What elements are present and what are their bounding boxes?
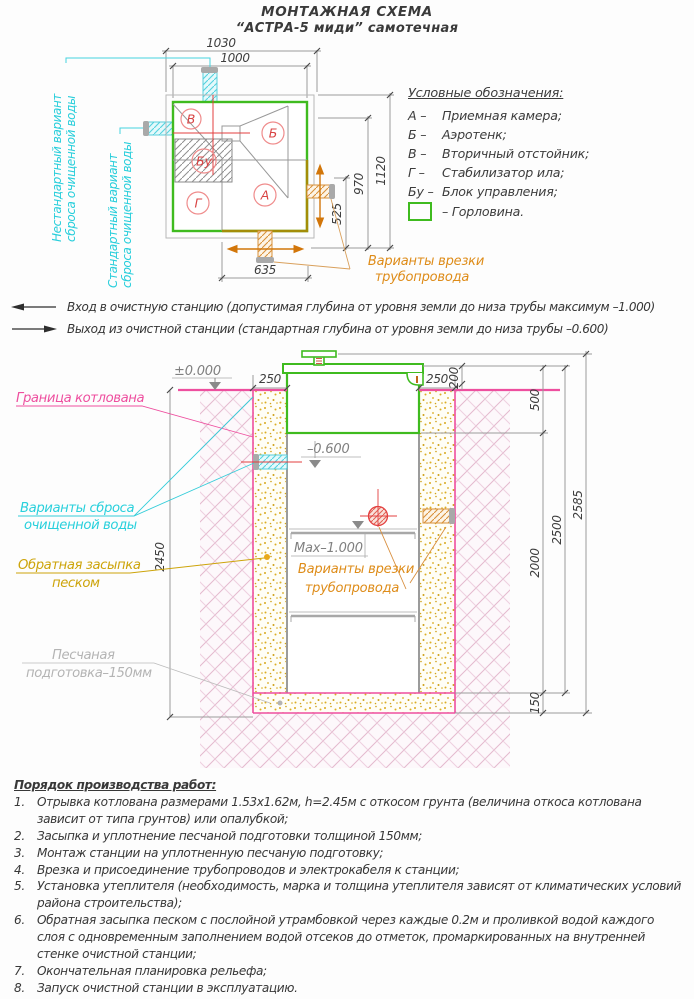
- dim-sect-250-right: 250: [425, 372, 449, 386]
- work-item-3: [14, 845, 682, 862]
- item-number: 1.: [14, 794, 25, 809]
- bed-marker-dot: [278, 701, 283, 706]
- drawing-subtitle: “АСТРА-5 миди” самотечная: [235, 21, 459, 36]
- sand-bed-label-line2: подготовка–150мм: [26, 666, 152, 681]
- work-list-title: Порядок производства работ:: [14, 778, 217, 792]
- legend-key: Г –: [408, 165, 425, 180]
- legend-text: Стабилизатор ила;: [442, 165, 565, 180]
- item-number: 2.: [14, 828, 25, 843]
- level-outlet-text: –0.600: [307, 442, 350, 457]
- legend-key: Б –: [408, 127, 427, 142]
- backfill-label-line2: песком: [52, 576, 100, 591]
- label-nonstandard-outlet-line2: сброса очищенной воды: [64, 95, 78, 242]
- legend-text: – Горловина.: [442, 204, 524, 219]
- inlet-pipe-right: [307, 184, 335, 199]
- work-item-1: [14, 794, 682, 828]
- item-text: Окончательная планировка рельефа;: [37, 963, 267, 978]
- label-standard-outlet-line1: Стандартный вариант: [106, 153, 120, 288]
- dim-plan-1120: 1120: [374, 156, 388, 186]
- work-item-6: [14, 912, 682, 963]
- inlet-note-text: Вход в очистную станцию (допустимая глубина от уровня земли до низа трубы максимум –1.000): [67, 300, 655, 314]
- item-text: Засыпка и уплотнение песчаной подготовки толщиной 150мм;: [37, 828, 422, 843]
- legend-item-aerotank: [408, 125, 688, 144]
- legend-item-control: [408, 182, 688, 201]
- item-number: 3.: [14, 845, 25, 860]
- dim-sect-2450: 2450: [153, 542, 167, 572]
- item-number: 5.: [14, 879, 25, 894]
- label-nonstandard-outlet-line1: Нестандартный вариант: [50, 93, 64, 242]
- item-number: 4.: [14, 862, 25, 877]
- section-pipe-note-line2: трубопровода: [304, 581, 400, 596]
- legend-text: Вторичный отстойник;: [442, 146, 590, 161]
- dim-plan-1000: 1000: [220, 51, 250, 65]
- tank-lid: [283, 364, 423, 373]
- discharge-label-line1: Варианты сброса: [20, 501, 135, 516]
- item-text: Обратная засыпка песком с послойной утрамбовкой через каждые 0.2м и проливкой водой каждого слоя с одновременным заполнением водой отсеков до отметок, промаркированных на внутренней стенке очистной станции;: [37, 913, 655, 962]
- legend-item-clarifier: [408, 144, 688, 163]
- label-standard-outlet-line2: сброса очищенной воды: [120, 141, 134, 288]
- level-zero: [172, 364, 232, 390]
- legend-item-stabilizer: [408, 163, 688, 182]
- work-item-2: [14, 828, 682, 845]
- dim-sect-2500: 2500: [550, 515, 564, 545]
- dim-sect-2000: 2000: [528, 548, 542, 578]
- item-text: Монтаж станции на уплотненную песчаную подготовку;: [37, 845, 384, 860]
- neck-symbol: [408, 202, 432, 221]
- drawing-title: МОНТАЖНАЯ СХЕМА: [261, 4, 433, 20]
- legend: [408, 86, 688, 221]
- pit-boundary-label: Граница котлована: [16, 391, 145, 406]
- legend-key: А –: [408, 108, 427, 123]
- work-item-7: [14, 963, 682, 980]
- dim-sect-200: 200: [447, 366, 461, 390]
- work-item-4: [14, 862, 682, 879]
- dim-plan-1030: 1030: [206, 36, 236, 50]
- item-number: 6.: [14, 913, 25, 928]
- plan-pipe-note-line1: Варианты врезки: [367, 254, 485, 269]
- dim-plan-635: 635: [253, 263, 277, 277]
- outlet-pipe-left: [143, 121, 173, 136]
- dim-plan-525: 525: [330, 202, 344, 226]
- work-procedure-list: [14, 777, 682, 997]
- backfill-label-line1: Обратная засыпка: [18, 558, 141, 573]
- marker-aerotank: Б: [268, 125, 278, 141]
- dim-sect-150: 150: [528, 691, 542, 715]
- work-item-5: [14, 878, 682, 912]
- section-view: [8, 345, 694, 780]
- tank-neck: [287, 372, 419, 433]
- item-number: 8.: [14, 980, 25, 995]
- level-max-text: Max–1.000: [294, 541, 363, 556]
- dim-sect-2585: 2585: [571, 490, 585, 520]
- legend-key: Бу –: [408, 184, 434, 199]
- discharge-label-line2: очищенной воды: [24, 518, 137, 533]
- section-pipe-note-line1: Варианты врезки: [297, 562, 415, 577]
- legend-text: Приемная камера;: [442, 108, 562, 123]
- inlet-arrow-icon: [10, 301, 58, 313]
- legend-item-reception: [408, 106, 688, 125]
- item-text: Установка утеплителя (необходимость, марка и толщина утеплителя зависят от климатических условий района строительства);: [37, 879, 682, 911]
- marker-reception: А: [260, 187, 270, 203]
- inlet-note-row: [10, 300, 655, 314]
- dim-sect-250-left: 250: [258, 372, 282, 386]
- legend-title: Условные обозначения:: [408, 86, 564, 101]
- inlet-pipe-section-right: [423, 508, 455, 524]
- marker-control: Бу: [196, 153, 212, 169]
- level-zero-text: ±0.000: [174, 364, 221, 379]
- marker-clarifier: В: [186, 111, 196, 127]
- outlet-pipe-top: [201, 67, 218, 102]
- legend-text: Аэротенк;: [442, 127, 507, 142]
- legend-item-neck: [408, 202, 688, 221]
- item-number: 7.: [14, 963, 25, 978]
- plan-pipe-note-line2: трубопровода: [374, 270, 470, 285]
- outlet-note-text: Выход из очистной станции (стандартная глубина от уровня земли до низа трубы –0.600): [67, 322, 609, 336]
- outlet-arrow-icon: [10, 323, 58, 335]
- legend-key: В –: [408, 146, 427, 161]
- outlet-note-row: [10, 322, 608, 336]
- vent-cap: [302, 351, 336, 365]
- sand-bed-label-line1: Песчаная: [52, 648, 115, 663]
- work-item-8: [14, 980, 682, 997]
- legend-text: Блок управления;: [442, 184, 558, 199]
- marker-stabilizer: Г: [194, 195, 202, 211]
- inlet-pipe-bottom: [256, 231, 274, 263]
- dim-sect-500: 500: [528, 388, 542, 412]
- item-text: Отрывка котлована размерами 1.53х1.62м, h=2.45м с откосом грунта (величина откоса котлована зависит от типа грунтов) или опалубкой;: [37, 794, 642, 826]
- item-text: Запуск очистной станции в эксплуатацию.: [37, 980, 298, 995]
- dim-plan-970: 970: [352, 172, 366, 196]
- item-text: Врезка и присоединение трубопроводов и электрокабеля к станции;: [37, 862, 460, 877]
